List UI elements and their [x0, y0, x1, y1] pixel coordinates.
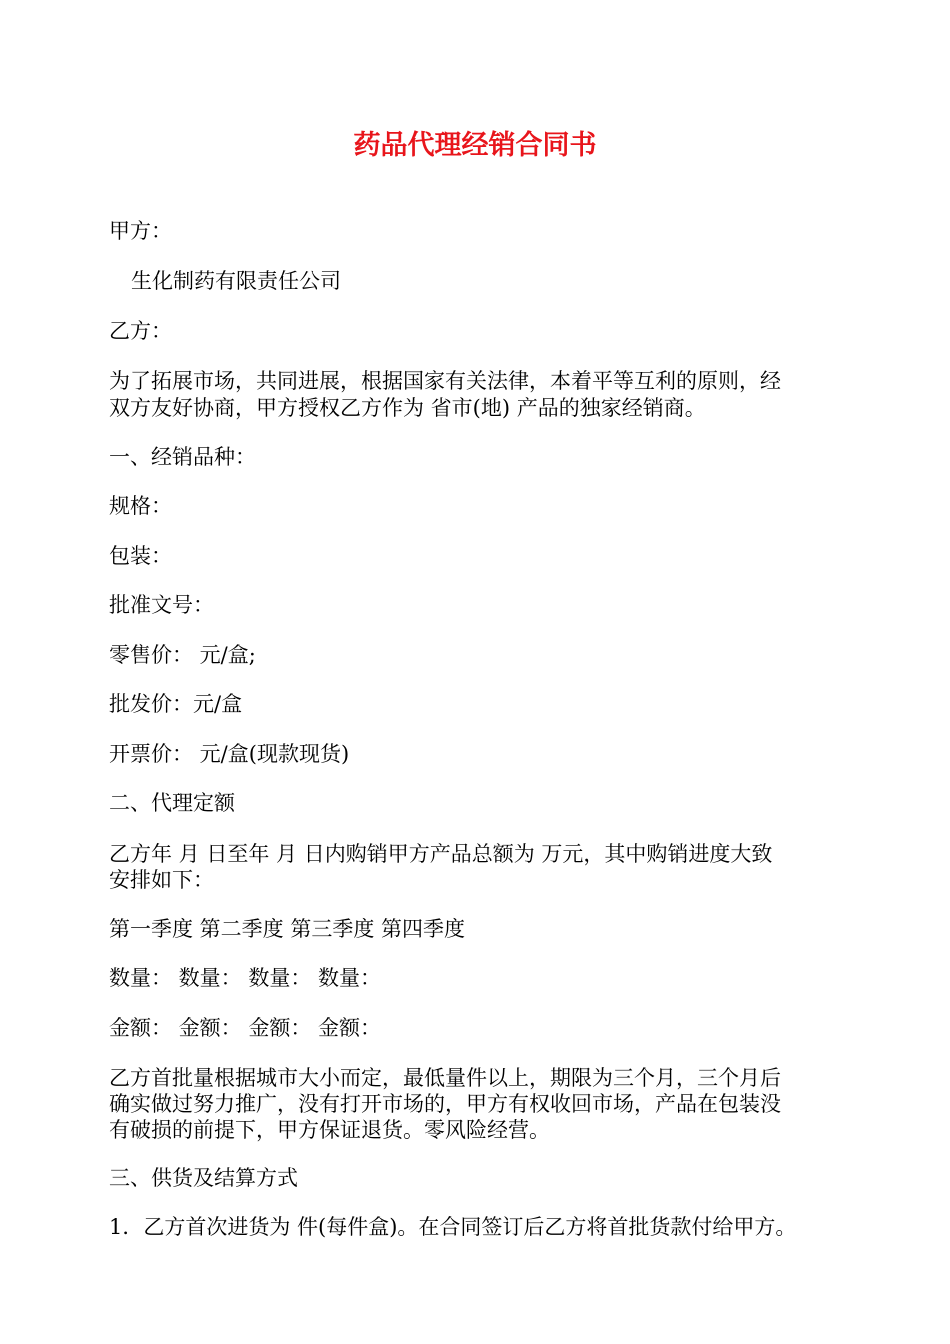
- document-title: 药品代理经销合同书: [353, 130, 597, 161]
- first-batch-line-1: 乙方首批量根据城市大小而定，最低量件以上，期限为三个月，三个月后: [109, 1066, 781, 1090]
- invoice-price-field: 开票价： 元/盒(现款现货): [109, 742, 350, 766]
- supply-item-1: 1．乙方首次进货为 件(每件盒)。在合同签订后乙方将首批货款付给甲方。: [109, 1215, 797, 1239]
- section1-heading: 一、经销品种：: [109, 445, 256, 469]
- quarters-row: 第一季度 第二季度 第三季度 第四季度: [109, 917, 466, 941]
- approval-number-field: 批准文号：: [109, 593, 214, 617]
- party-a-company: 生化制药有限责任公司: [131, 269, 341, 293]
- quantities-row: 数量： 数量： 数量： 数量：: [109, 966, 382, 990]
- party-a-label: 甲方：: [109, 219, 172, 243]
- spec-field: 规格：: [109, 494, 172, 518]
- first-batch-line-3: 有破损的前提下，甲方保证退货。零风险经营。: [109, 1118, 550, 1142]
- first-batch-line-2: 确实做过努力推广，没有打开市场的，甲方有权收回市场，产品在包装没: [109, 1092, 781, 1116]
- intro-line-1: 为了拓展市场，共同进展，根据国家有关法律，本着平等互利的原则，经: [109, 369, 781, 393]
- section2-heading: 二、代理定额: [109, 791, 235, 815]
- party-b-label: 乙方：: [109, 319, 172, 343]
- packaging-field: 包装：: [109, 544, 172, 568]
- quota-line-1: 乙方年 月 日至年 月 日内购销甲方产品总额为 万元，其中购销进度大致: [109, 842, 773, 866]
- intro-line-2: 双方友好协商，甲方授权乙方作为 省市(地) 产品的独家经销商。: [109, 396, 706, 420]
- section3-heading: 三、供货及结算方式: [109, 1166, 298, 1190]
- quota-line-2: 安排如下：: [109, 868, 214, 892]
- amounts-row: 金额： 金额： 金额： 金额：: [109, 1016, 382, 1040]
- retail-price-field: 零售价： 元/盒;: [109, 643, 256, 667]
- wholesale-price-field: 批发价：元/盒: [109, 692, 243, 716]
